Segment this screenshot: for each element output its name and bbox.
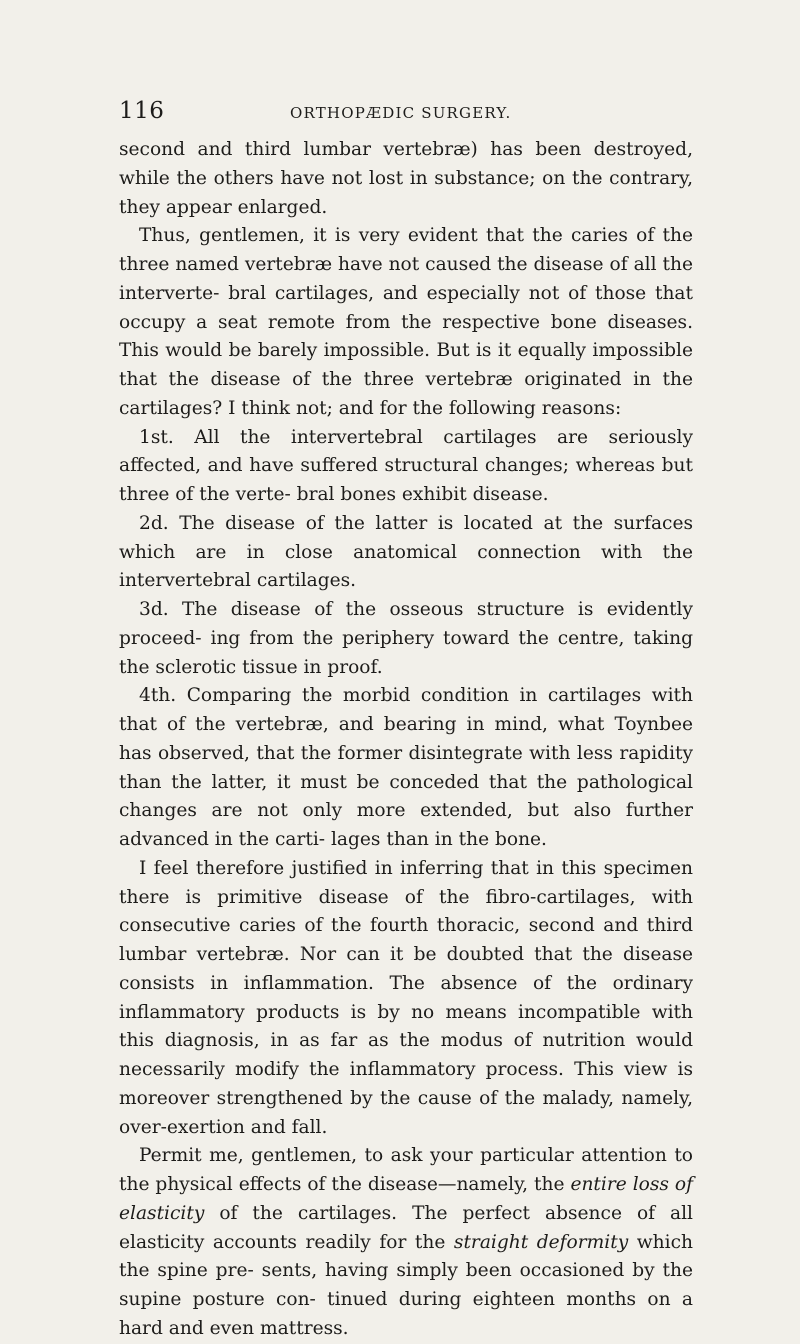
text-run: Permit me, gentlemen, to ask your particular attention to the physical effects of the disease—namely, the <box>119 1145 693 1195</box>
page-header <box>100 98 700 128</box>
text-run: which the spine pre- sents, having simply been occasioned by the supine posture con- tinued during eighteen months on a hard and even mattress. <box>119 1231 693 1339</box>
running-title: ORTHOPÆDIC SURGERY. <box>290 104 512 122</box>
paragraph-continuation: second and third lumbar vertebræ) has been destroyed, while the others have not lost in substance; on the contrary, they appear enlarged. <box>119 139 693 218</box>
paragraph-reason-2: 2d. The disease of the latter is located at the surfaces which are in close anatomical connection with the intervertebral cartilages. <box>119 512 693 592</box>
paragraph: I feel therefore justified in inferring that in this specimen there is primitive disease of the fibro-cartilages, with consecutive caries of the fourth thoracic, second and third lumbar vertebræ. Nor can it be doubted that the disease consists in inflammation. The absence of the ordinary inflammatory products is by no means incompatible with this diagnosis, in as far as the modus of nutrition would necessarily modify the inflammatory process. This view is moreover strengthened by the cause of the malady, namely, over-exertion and fall. <box>119 857 693 1138</box>
italic-phrase: straight deformity <box>453 1231 629 1253</box>
body-text <box>119 136 693 1344</box>
italic-phrase: entire loss of elasticity <box>119 1174 693 1224</box>
text-run: of the cartilages. The perfect absence of all elasticity accounts readily for the <box>119 1202 693 1253</box>
paragraph-final <box>119 1142 693 1343</box>
paragraph-reason-3: 3d. The disease of the osseous structure is evidently proceed- ing from the periphery toward the centre, taking the sclerotic tissue in proof. <box>119 599 693 678</box>
paragraph: Thus, gentlemen, it is very evident that the caries of the three named vertebræ have not caused the disease of all the interverte- bral cartilages, and especially not of those that occupy a seat remote from the respective bone diseases. This would be barely impossible. But is it equally impossible that the disease of the three vertebræ originated in the cartilages? I think not; and for the following reasons: <box>119 225 693 419</box>
paragraph-reason-4: 4th. Comparing the morbid condition in cartilages with that of the vertebræ, and bearing in mind, what Toynbee has observed, that the former disintegrate with less rapidity than the latter, it must be conceded that the pathological changes are not only more extended, but also further advanced in the carti- lages than in the bone. <box>119 685 693 850</box>
page-number: 116 <box>119 98 165 124</box>
paragraph-reason-1: 1st. All the intervertebral cartilages are seriously affected, and have suffered structural changes; whereas but three of the verte- bral bones exhibit disease. <box>119 426 693 505</box>
